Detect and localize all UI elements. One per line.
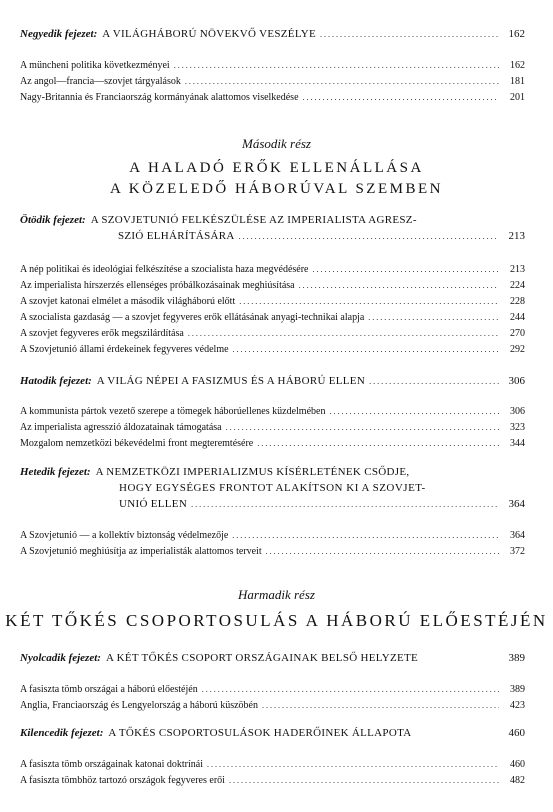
page-number: 228 xyxy=(510,296,525,307)
part-label: Harmadik rész xyxy=(238,587,315,602)
page-number: 372 xyxy=(510,546,525,557)
toc-chapter-8[interactable] xyxy=(20,652,525,664)
chapter-title: A VILÁGHÁBORÚ NÖVEKVŐ VESZÉLYE xyxy=(102,28,317,40)
leader-dots xyxy=(262,700,499,711)
chapter-prefix: Ötödik fejezet: xyxy=(20,214,86,226)
toc-chapter-9[interactable] xyxy=(20,727,525,739)
toc-entry[interactable] xyxy=(20,280,525,291)
page-number: 323 xyxy=(510,422,525,433)
leader-dots xyxy=(239,230,499,242)
part-label: Második rész xyxy=(242,136,311,151)
toc-chapter-6[interactable] xyxy=(20,375,525,387)
page-number: 224 xyxy=(510,280,525,291)
toc-chapter-5[interactable] xyxy=(20,214,525,226)
entry-label: Nagy-Britannia és Franciaország kormányának alattomos viselkedése xyxy=(20,92,299,103)
toc-chapter-5-cont[interactable] xyxy=(118,230,525,242)
page-number: 364 xyxy=(510,530,525,541)
page-number: 201 xyxy=(510,92,525,103)
part-title: KÉT TŐKÉS CSOPORTOSULÁS A HÁBORÚ ELŐESTÉJÉN xyxy=(5,611,548,630)
chapter-prefix: Kilencedik fejezet: xyxy=(20,727,104,739)
leader-dots xyxy=(229,775,499,786)
toc-entry[interactable] xyxy=(20,530,525,541)
toc-entry[interactable] xyxy=(20,422,525,433)
toc-entry[interactable] xyxy=(20,546,525,557)
entry-label: A fasiszta tömb országainak katonai doktrínái xyxy=(20,759,204,770)
page-number: 162 xyxy=(508,28,525,40)
toc-entry[interactable] xyxy=(20,312,525,323)
chapter-prefix: Negyedik fejezet: xyxy=(20,28,98,40)
toc-entry[interactable] xyxy=(20,684,525,695)
entry-label: A kommunista pártok vezető szerepe a tömegek háborúellenes küzdelmében xyxy=(20,406,326,417)
chapter-prefix: Hetedik fejezet: xyxy=(20,466,91,478)
part-title-line1: A HALADÓ ERŐK ELLENÁLLÁSA xyxy=(129,160,424,176)
page-number: 213 xyxy=(508,230,525,242)
chapter-title-cont: HOGY EGYSÉGES FRONTOT ALAKÍTSON KI A SZOVJET- xyxy=(119,482,426,494)
part-title-line2: A KÖZELEDŐ HÁBORÚVAL SZEMBEN xyxy=(110,181,443,197)
entry-label: A Szovjetunió — a kollektív biztonság védelmezője xyxy=(20,530,229,541)
leader-dots xyxy=(174,60,499,71)
entry-label: Mozgalom nemzetközi békevédelmi front megteremtésére xyxy=(20,438,254,449)
leader-dots xyxy=(320,28,499,40)
entry-label: A Szovjetunió meghiúsítja az imperialisták alattomos terveit xyxy=(20,546,262,557)
leader-dots xyxy=(303,92,499,103)
page-number: 213 xyxy=(510,264,525,275)
toc-chapter-4[interactable] xyxy=(20,28,525,40)
page-number: 482 xyxy=(510,775,525,786)
leader-dots xyxy=(369,375,499,387)
leader-dots xyxy=(313,264,500,275)
toc-entry[interactable] xyxy=(20,328,525,339)
page-number: 181 xyxy=(510,76,525,87)
page-number: 292 xyxy=(510,344,525,355)
page-number: 460 xyxy=(510,759,525,770)
toc-entry[interactable] xyxy=(20,700,525,711)
entry-label: Az imperialista agresszió áldozatainak támogatása xyxy=(20,422,222,433)
leader-dots xyxy=(185,76,499,87)
entry-label: A Szovjetunió állami érdekeinek fegyveres védelme xyxy=(20,344,229,355)
page-number: 364 xyxy=(508,498,525,510)
entry-label: A nép politikai és ideológiai felkészítése a szocialista haza megvédésére xyxy=(20,264,309,275)
leader-dots xyxy=(202,684,499,695)
page-number: 423 xyxy=(510,700,525,711)
toc-entry[interactable] xyxy=(20,344,525,355)
page-number: 460 xyxy=(508,727,525,739)
toc-chapter-7-cont[interactable] xyxy=(119,498,525,510)
toc-entry[interactable] xyxy=(20,296,525,307)
leader-dots xyxy=(188,328,499,339)
leader-dots xyxy=(207,759,499,770)
leader-dots xyxy=(226,422,499,433)
leader-dots xyxy=(232,530,499,541)
page-number: 344 xyxy=(510,438,525,449)
page-number: 389 xyxy=(508,652,525,664)
entry-label: Anglia, Franciaország és Lengyelország a háború küszöbén xyxy=(20,700,258,711)
chapter-title: A SZOVJETUNIÓ FELKÉSZÜLÉSE AZ IMPERIALISTA AGRESZ- xyxy=(90,214,417,226)
leader-dots xyxy=(239,296,499,307)
page-number: 270 xyxy=(510,328,525,339)
page-number: 244 xyxy=(510,312,525,323)
chapter-title-cont: UNIÓ ELLEN xyxy=(119,498,188,510)
toc-entry[interactable] xyxy=(20,60,525,71)
page-number: 306 xyxy=(508,375,525,387)
entry-label: A fasiszta tömbhöz tartozó országok fegyveres erői xyxy=(20,775,225,786)
toc-entry[interactable] xyxy=(20,264,525,275)
chapter-title: A NEMZETKÖZI IMPERIALIZMUS KÍSÉRLETÉNEK CSŐDJE, xyxy=(95,466,410,478)
entry-label: Az angol—francia—szovjet tárgyalások xyxy=(20,76,181,87)
leader-dots xyxy=(329,406,499,417)
toc-entry[interactable] xyxy=(20,438,525,449)
chapter-title: A KÉT TŐKÉS CSOPORT ORSZÁGAINAK BELSŐ HELYZETE xyxy=(105,652,419,664)
page-number: 162 xyxy=(510,60,525,71)
entry-label: A szovjet katonai elmélet a második világháború előtt xyxy=(20,296,236,307)
leader-dots xyxy=(266,546,499,557)
page-number: 306 xyxy=(510,406,525,417)
leader-dots xyxy=(191,498,499,510)
toc-entry[interactable] xyxy=(20,775,525,786)
entry-label: Az imperialista hírszerzés ellenséges próbálkozásainak meghiúsítása xyxy=(20,280,295,291)
leader-dots xyxy=(299,280,499,291)
leader-dots xyxy=(257,438,499,449)
entry-label: A müncheni politika következményei xyxy=(20,60,170,71)
chapter-title: A VILÁG NÉPEI A FASIZMUS ÉS A HÁBORÚ ELLEN xyxy=(96,375,366,387)
chapter-prefix: Hatodik fejezet: xyxy=(20,375,92,387)
toc-entry[interactable] xyxy=(20,759,525,770)
toc-chapter-7[interactable] xyxy=(20,466,525,478)
entry-label: A szocialista gazdaság — a szovjet fegyveres erők ellátásának anyagi-technikai alapja xyxy=(20,312,365,323)
leader-dots xyxy=(233,344,499,355)
entry-label: A fasiszta tömb országai a háború előestéjén xyxy=(20,684,198,695)
toc-entry[interactable] xyxy=(20,406,525,417)
leader-dots xyxy=(368,312,499,323)
toc-entry[interactable] xyxy=(20,92,525,103)
chapter-prefix: Nyolcadik fejezet: xyxy=(20,652,101,664)
chapter-title: A TŐKÉS CSOPORTOSULÁSOK HADERŐINEK ÁLLAPOTA xyxy=(108,727,412,739)
page-number: 389 xyxy=(510,684,525,695)
toc-entry[interactable] xyxy=(20,76,525,87)
chapter-title-cont: SZIÓ ELHÁRÍTÁSÁRA xyxy=(118,230,235,242)
entry-label: A szovjet fegyveres erők megszilárdítása xyxy=(20,328,184,339)
